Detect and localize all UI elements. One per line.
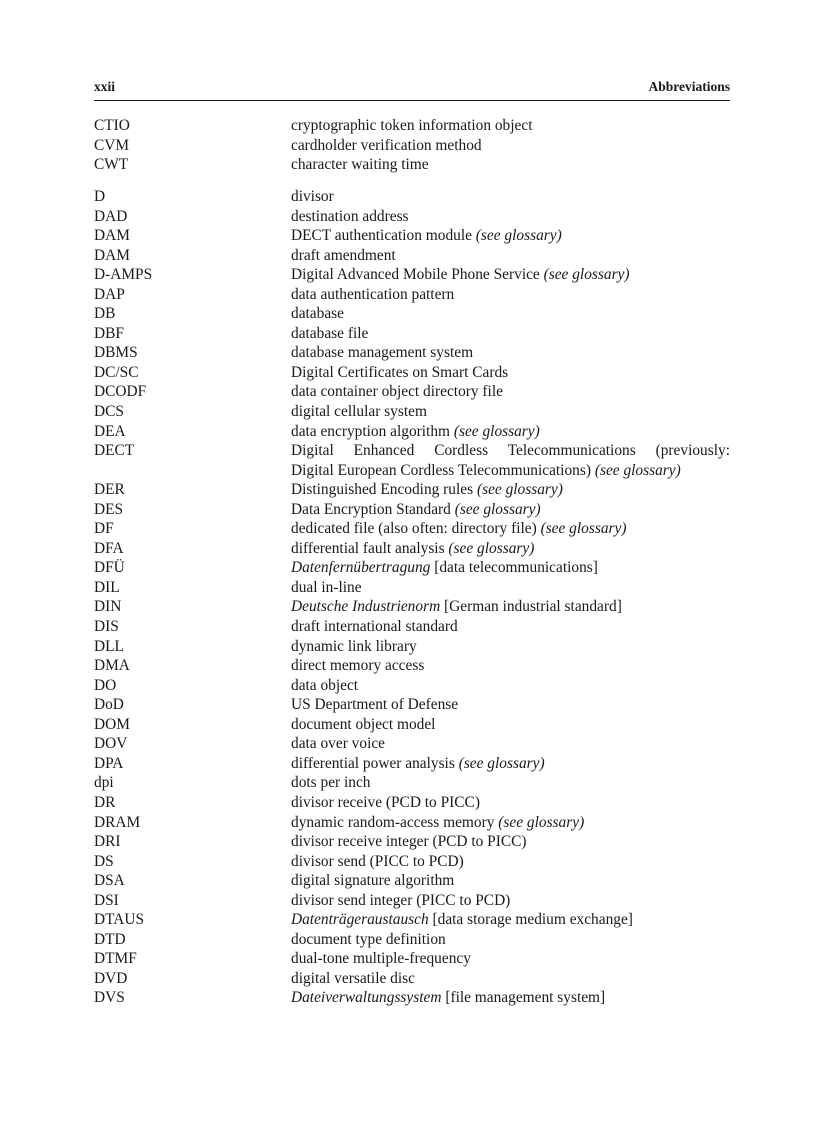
- running-header: [94, 79, 730, 95]
- definition-text: digital signature algorithm: [291, 872, 455, 890]
- abbreviation-definition: [291, 136, 730, 156]
- abbreviation-definition: [291, 597, 730, 617]
- definition-text: Digital Certificates on Smart Cards: [291, 363, 509, 381]
- definition-text: database file: [291, 324, 369, 342]
- definition-italic-text: (see glossary): [448, 539, 535, 557]
- abbreviation-term: DFÜ: [94, 559, 125, 577]
- abbreviation-term: CWT: [94, 156, 129, 174]
- abbreviation-entry: [94, 793, 730, 813]
- definition-text: dynamic link library: [291, 637, 417, 655]
- abbreviation-entry: [94, 136, 730, 156]
- abbreviation-definition: [291, 382, 730, 402]
- abbreviation-definition: [291, 656, 730, 676]
- definition-text: Distinguished Encoding rules: [291, 481, 477, 499]
- definition-text: differential fault analysis: [291, 539, 449, 557]
- definition-italic-text: (see glossary): [540, 520, 627, 538]
- abbreviation-definition: [291, 695, 730, 715]
- abbreviation-definition: [291, 871, 730, 891]
- abbreviation-definition: [291, 852, 730, 872]
- abbreviation-entry: [94, 116, 730, 136]
- abbreviation-definition: [291, 285, 730, 305]
- definition-text: data encryption algorithm: [291, 422, 454, 440]
- abbreviation-term: CVM: [94, 136, 130, 154]
- abbreviation-term: DEA: [94, 422, 126, 440]
- abbreviation-term: DAM: [94, 227, 130, 245]
- abbreviation-entry: [94, 734, 730, 754]
- abbreviation-entry: [94, 852, 730, 872]
- definition-text: character waiting time: [291, 156, 429, 174]
- abbreviation-definition: [291, 734, 730, 754]
- abbreviation-term: DFA: [94, 539, 124, 557]
- definition-text: [data telecommunications]: [430, 559, 598, 577]
- abbreviation-entry: [94, 754, 730, 774]
- abbreviation-entry: [94, 441, 730, 480]
- definition-italic-text: Datenträgeraustausch: [291, 911, 429, 929]
- abbreviation-term: DR: [94, 793, 116, 811]
- abbreviation-entry: [94, 480, 730, 500]
- abbreviation-definition: [291, 793, 730, 813]
- abbreviation-definition: [291, 617, 730, 637]
- definition-text: divisor receive integer (PCD to PICC): [291, 833, 527, 851]
- definition-text: database management system: [291, 344, 474, 362]
- definition-italic-text: Datenfernübertragung: [291, 559, 431, 577]
- abbreviation-definition: [291, 832, 730, 852]
- abbreviation-term: DTMF: [94, 950, 137, 968]
- abbreviation-entry: [94, 187, 730, 207]
- abbreviation-group-d: [94, 187, 730, 1008]
- abbreviation-definition: [291, 813, 730, 833]
- definition-text: Digital European Cordless Telecommunications): [291, 461, 595, 479]
- definition-text: dynamic random-access memory: [291, 813, 499, 831]
- abbreviation-term: DLL: [94, 637, 124, 655]
- definition-text: data over voice: [291, 735, 386, 753]
- abbreviation-entry: [94, 949, 730, 969]
- abbreviation-definition: [291, 715, 730, 735]
- abbreviation-term: CTIO: [94, 117, 130, 134]
- definition-italic-text: (see glossary): [543, 266, 630, 284]
- definition-text: digital cellular system: [291, 403, 427, 421]
- abbreviation-entry: [94, 558, 730, 578]
- definition-text: data container object directory file: [291, 383, 503, 401]
- definition-text: draft amendment: [291, 246, 396, 264]
- abbreviation-definition: [291, 949, 730, 969]
- abbreviation-definition: [291, 578, 730, 598]
- abbreviation-definition: [291, 207, 730, 227]
- abbreviation-term: DoD: [94, 696, 124, 714]
- definition-text: Data Encryption Standard: [291, 500, 455, 518]
- abbreviation-entry: [94, 265, 730, 285]
- abbreviation-definition: [291, 441, 730, 480]
- abbreviation-term: D: [94, 188, 106, 205]
- abbreviation-term: DCODF: [94, 383, 147, 401]
- definition-text: dual in-line: [291, 578, 362, 596]
- definition-text: data object: [291, 676, 359, 694]
- definition-italic-text: (see glossary): [594, 461, 681, 479]
- abbreviation-entry: [94, 637, 730, 657]
- definition-italic-text: (see glossary): [458, 754, 545, 772]
- abbreviation-definition: [291, 480, 730, 500]
- definition-text: [German industrial standard]: [440, 598, 622, 616]
- abbreviation-term: DER: [94, 481, 125, 499]
- definition-text: cryptographic token information object: [291, 117, 533, 134]
- abbreviation-term: DECT: [94, 442, 135, 460]
- abbreviation-definition: [291, 246, 730, 266]
- section-title: Abbreviations: [648, 79, 730, 94]
- abbreviation-definition: [291, 402, 730, 422]
- abbreviation-entry: [94, 969, 730, 989]
- abbreviation-entry: [94, 402, 730, 422]
- abbreviation-entry: [94, 363, 730, 383]
- definition-text: Digital Enhanced Cordless Telecommunications (previously:: [291, 442, 730, 460]
- definition-text: dual-tone multiple-frequency: [291, 950, 471, 968]
- abbreviation-term: DB: [94, 305, 116, 323]
- definition-text: differential power analysis: [291, 754, 459, 772]
- abbreviation-term: DF: [94, 520, 114, 538]
- abbreviation-term: DRI: [94, 833, 121, 851]
- abbreviation-term: DO: [94, 676, 117, 694]
- abbreviation-term: DPA: [94, 754, 124, 772]
- abbreviation-term: DIS: [94, 618, 119, 636]
- abbreviation-definition: [291, 500, 730, 520]
- abbreviation-term: DIN: [94, 598, 122, 616]
- abbreviation-entry: [94, 910, 730, 930]
- abbreviation-entry: [94, 324, 730, 344]
- abbreviation-term: DES: [94, 500, 124, 518]
- page-number: xxii: [94, 79, 116, 94]
- abbreviation-entry: [94, 715, 730, 735]
- abbreviation-term: dpi: [94, 774, 114, 792]
- definition-italic-text: (see glossary): [498, 813, 585, 831]
- definition-line: [291, 441, 730, 461]
- definition-text: destination address: [291, 207, 409, 225]
- definition-text: dedicated file (also often: directory file): [291, 520, 541, 538]
- abbreviation-entry: [94, 676, 730, 696]
- abbreviation-term: DRAM: [94, 813, 141, 831]
- abbreviation-definition: [291, 363, 730, 383]
- definition-text: data authentication pattern: [291, 285, 455, 303]
- abbreviation-definition: [291, 969, 730, 989]
- abbreviation-definition: [291, 187, 730, 207]
- abbreviation-entry: [94, 871, 730, 891]
- abbreviation-term: D-AMPS: [94, 266, 153, 284]
- abbreviation-term: DMA: [94, 657, 130, 675]
- abbreviation-definition: [291, 519, 730, 539]
- abbreviation-definition: [291, 343, 730, 363]
- definition-italic-text: Deutsche Industrienorm: [291, 598, 441, 616]
- abbreviation-group-c: [94, 116, 730, 175]
- abbreviation-entry: [94, 891, 730, 911]
- abbreviation-definition: [291, 265, 730, 285]
- abbreviation-definition: [291, 910, 730, 930]
- definition-text: US Department of Defense: [291, 696, 459, 714]
- abbreviation-entry: [94, 832, 730, 852]
- abbreviation-term: DTD: [94, 930, 126, 948]
- abbreviation-term: DAD: [94, 207, 128, 225]
- definition-text: divisor receive (PCD to PICC): [291, 793, 480, 811]
- definition-text: divisor: [291, 188, 334, 205]
- definition-text: DECT authentication module: [291, 227, 476, 245]
- abbreviation-entry: [94, 382, 730, 402]
- abbreviation-term: DTAUS: [94, 911, 145, 929]
- abbreviation-definition: [291, 539, 730, 559]
- definition-text: draft international standard: [291, 618, 458, 636]
- definition-text: [data storage medium exchange]: [428, 911, 633, 929]
- definition-text: document type definition: [291, 930, 446, 948]
- abbreviation-definition: [291, 676, 730, 696]
- abbreviation-term: DOM: [94, 715, 130, 733]
- abbreviation-term: DVS: [94, 989, 125, 1007]
- definition-text: database: [291, 305, 344, 323]
- definition-text: divisor send (PICC to PCD): [291, 852, 464, 870]
- abbreviation-entry: [94, 246, 730, 266]
- abbreviation-term: DBMS: [94, 344, 138, 362]
- abbreviation-definition: [291, 116, 730, 136]
- abbreviation-entry: [94, 155, 730, 175]
- definition-italic-text: (see glossary): [454, 500, 541, 518]
- abbreviation-definition: [291, 930, 730, 950]
- abbreviation-entry: [94, 597, 730, 617]
- definition-text: digital versatile disc: [291, 969, 415, 987]
- abbreviation-term: DAM: [94, 246, 130, 264]
- abbreviation-entry: [94, 500, 730, 520]
- abbreviation-term: DC/SC: [94, 363, 139, 381]
- definition-text: Digital Advanced Mobile Phone Service: [291, 266, 544, 284]
- abbreviation-entry: [94, 813, 730, 833]
- definition-text: divisor send integer (PICC to PCD): [291, 891, 511, 909]
- abbreviation-term: DS: [94, 852, 114, 870]
- abbreviation-definition: [291, 304, 730, 324]
- definition-text: [file management system]: [441, 989, 606, 1007]
- abbreviation-term: DAP: [94, 285, 125, 303]
- abbreviation-definition: [291, 637, 730, 657]
- definition-italic-text: (see glossary): [475, 227, 562, 245]
- abbreviation-entry: [94, 226, 730, 246]
- abbreviation-term: DSI: [94, 891, 119, 909]
- definition-text: cardholder verification method: [291, 136, 482, 154]
- abbreviation-definition: [291, 558, 730, 578]
- abbreviation-term: DVD: [94, 969, 128, 987]
- definition-line: [291, 461, 730, 481]
- abbreviation-entry: [94, 988, 730, 1008]
- abbreviation-definition: [291, 155, 730, 175]
- definition-italic-text: (see glossary): [476, 481, 563, 499]
- abbreviation-entry: [94, 539, 730, 559]
- abbreviation-entry: [94, 422, 730, 442]
- abbreviation-entry: [94, 519, 730, 539]
- abbreviation-definition: [291, 422, 730, 442]
- abbreviation-entry: [94, 617, 730, 637]
- abbreviation-entry: [94, 578, 730, 598]
- abbreviation-entry: [94, 773, 730, 793]
- abbreviation-definition: [291, 324, 730, 344]
- abbreviation-definition: [291, 754, 730, 774]
- abbreviation-definition: [291, 773, 730, 793]
- abbreviation-term: DOV: [94, 735, 128, 753]
- definition-italic-text: (see glossary): [453, 422, 540, 440]
- abbreviation-term: DBF: [94, 324, 124, 342]
- abbreviation-entry: [94, 343, 730, 363]
- abbreviation-entry: [94, 695, 730, 715]
- abbreviation-definition: [291, 891, 730, 911]
- abbreviation-entry: [94, 930, 730, 950]
- abbreviation-entry: [94, 207, 730, 227]
- definition-text: direct memory access: [291, 657, 425, 675]
- definition-text: dots per inch: [291, 774, 371, 792]
- abbreviation-term: DSA: [94, 872, 125, 890]
- abbreviation-entry: [94, 656, 730, 676]
- definition-text: document object model: [291, 715, 436, 733]
- abbreviation-definition: [291, 988, 730, 1008]
- header-rule: [94, 100, 730, 101]
- abbreviation-term: DCS: [94, 403, 124, 421]
- definition-italic-text: Dateiverwaltungssystem: [291, 989, 442, 1007]
- abbreviation-term: DIL: [94, 578, 120, 596]
- abbreviation-entry: [94, 285, 730, 305]
- abbreviation-definition: [291, 226, 730, 246]
- abbreviation-entry: [94, 304, 730, 324]
